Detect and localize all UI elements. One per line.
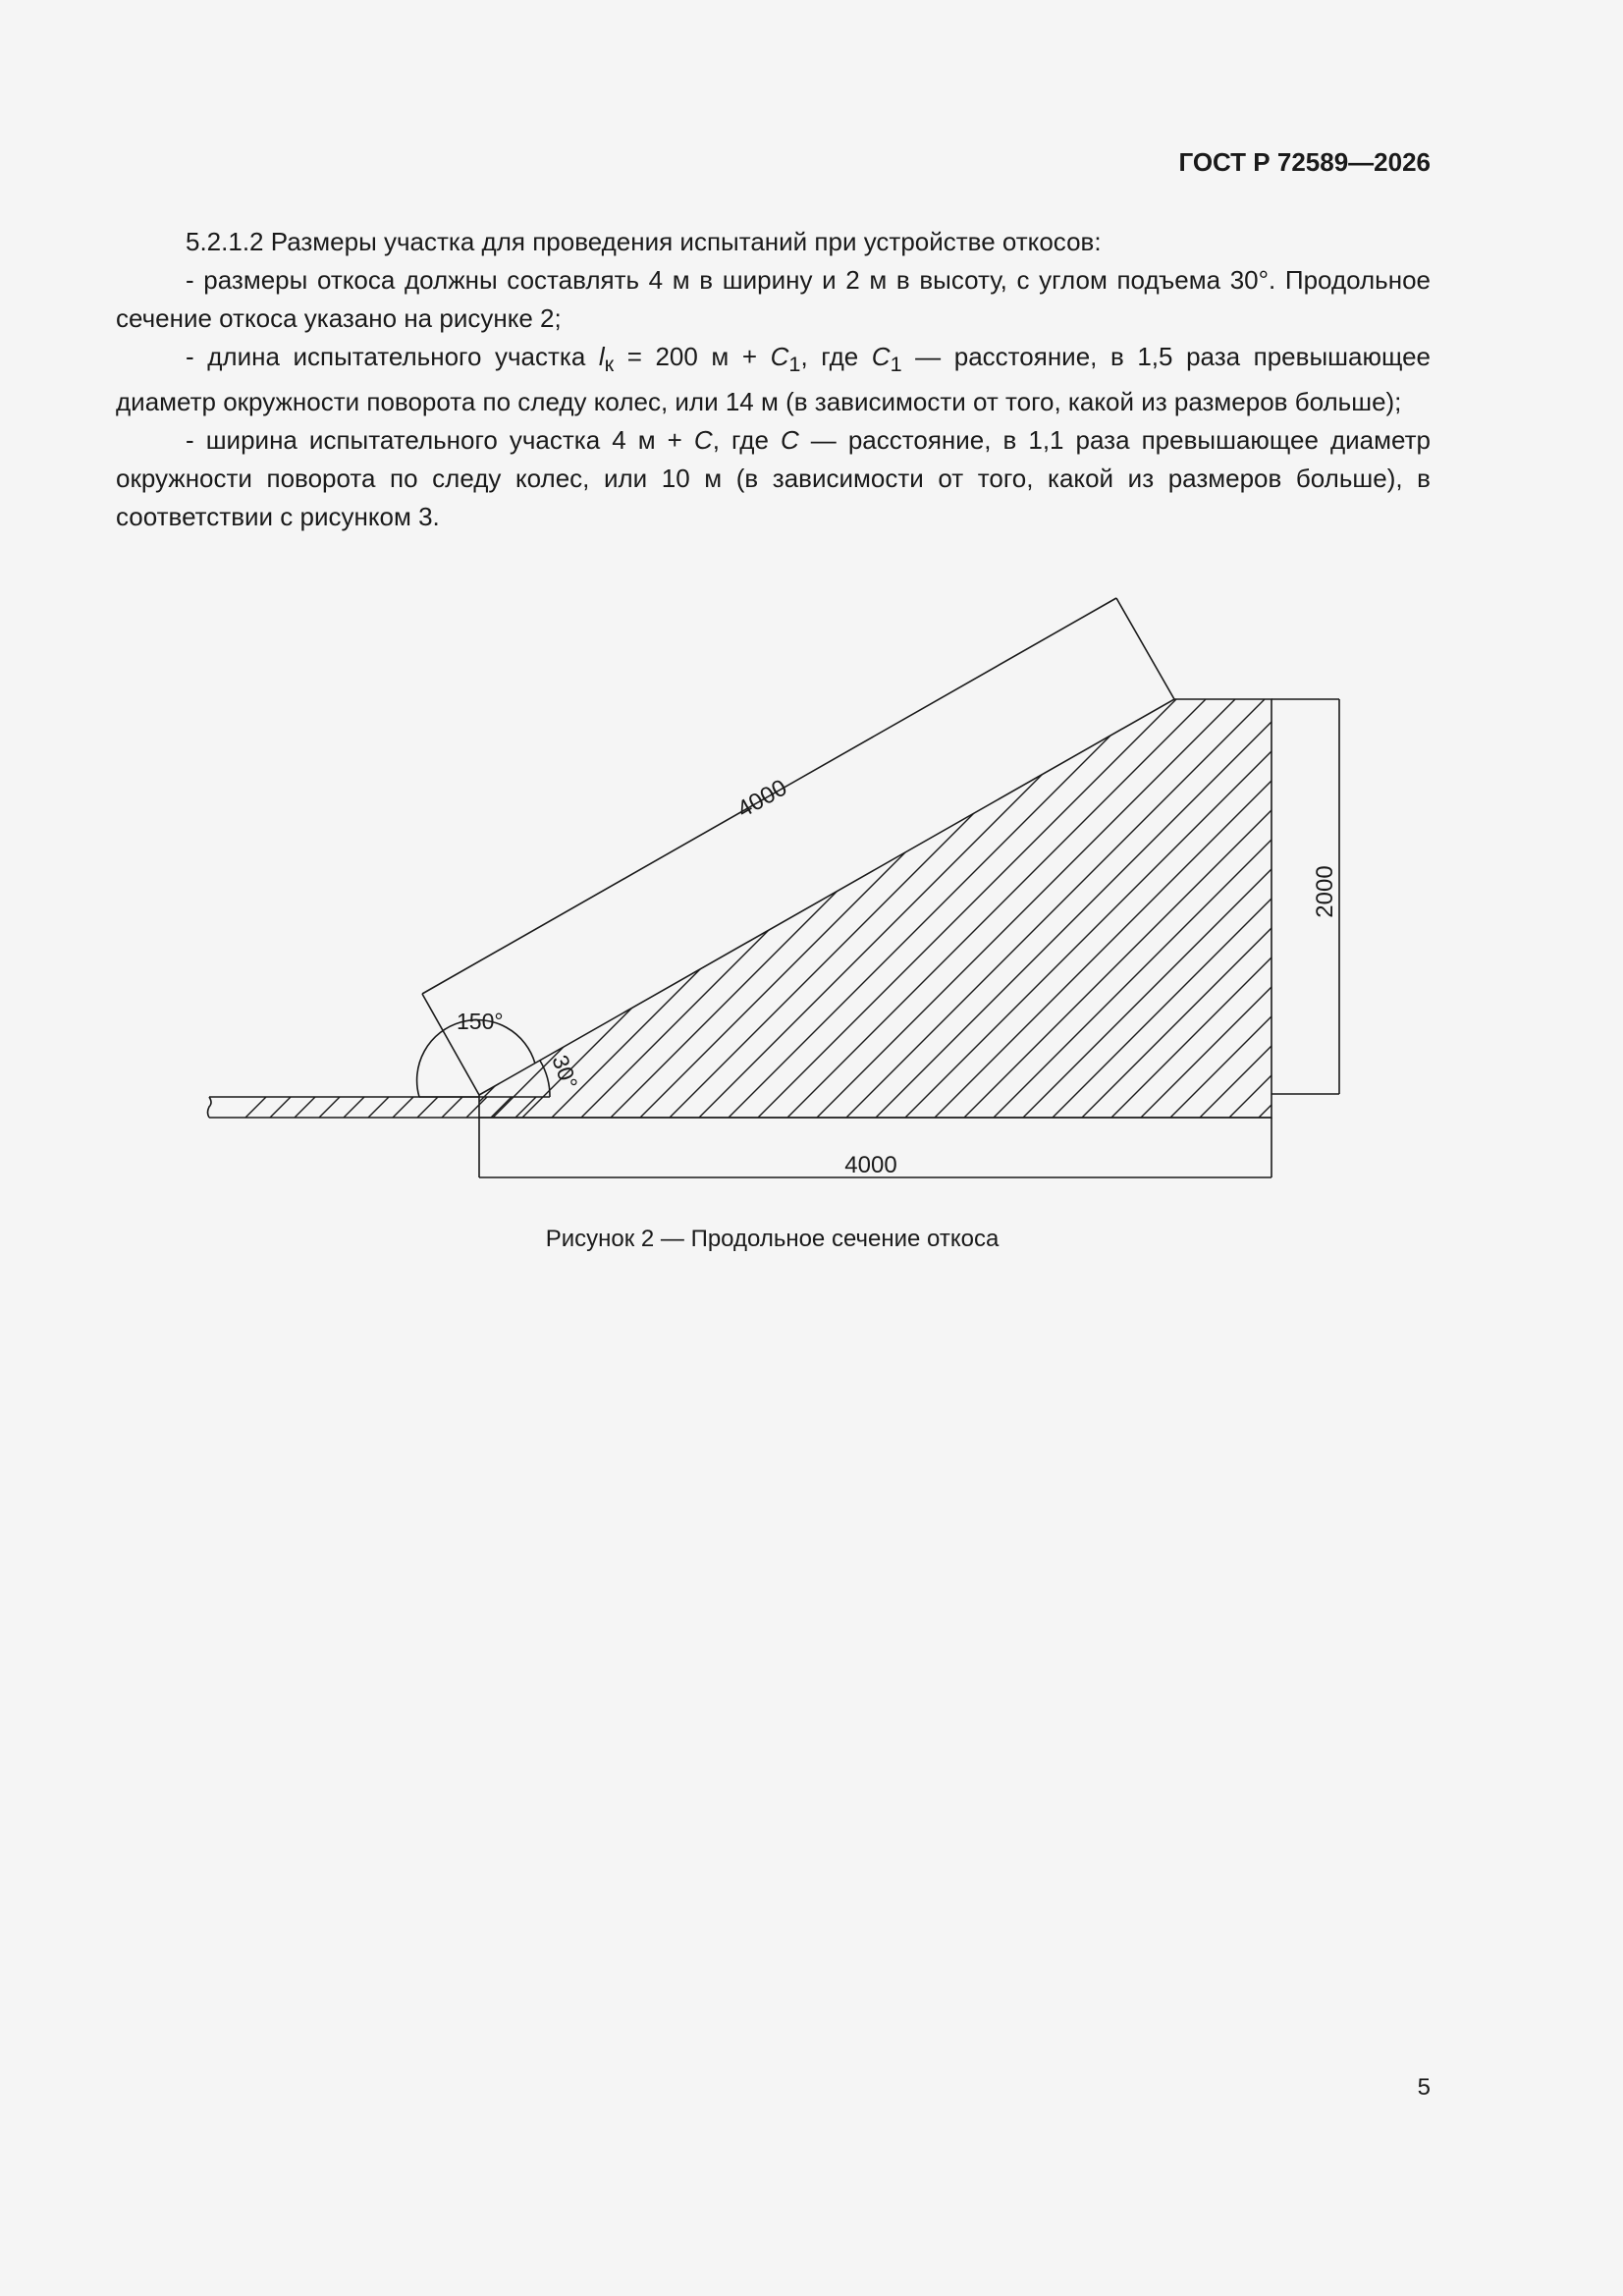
page-number: 5 bbox=[1417, 2074, 1431, 2101]
list-item: - длина испытательного участка $l_к = 200$ $м + C_1$, где $C_1$ — расстояние, в 1,5 раза превышающее диаметр окружности поворота по следу колес, или 14 м (в зависимости от того, какой из размеров больше); bbox=[116, 342, 1431, 417]
list-item: - размеры откоса должны составлять 4 м в ширину и 2 м в высоту, с углом подъема 30°. Продольное сечение откоса указано на рисунке 2; bbox=[116, 265, 1431, 333]
hatch-line bbox=[295, 1097, 315, 1118]
figure-caption: Рисунок 2 — Продольное сечение откоса bbox=[545, 1226, 1000, 1252]
slope-length-label: 4000 bbox=[732, 774, 792, 824]
hatch-line bbox=[466, 1097, 487, 1118]
hatch-line bbox=[491, 1097, 512, 1118]
hatch-line bbox=[344, 1097, 364, 1118]
hatch-line bbox=[844, 687, 1276, 1120]
hatch-line bbox=[785, 687, 1217, 1120]
hatch-line bbox=[756, 687, 1188, 1120]
section-heading: 5.2.1.2 Размеры участка для проведения испытаний при устройстве откосов: bbox=[186, 227, 1102, 256]
hatch-line bbox=[520, 687, 952, 1120]
hatch-line bbox=[815, 687, 1247, 1120]
hatch-line bbox=[461, 687, 893, 1120]
hatch-line bbox=[417, 1097, 438, 1118]
hatch-line bbox=[255, 687, 687, 1120]
hatch-line bbox=[491, 687, 923, 1120]
hatch-line bbox=[432, 687, 864, 1120]
angle-30-label: 30° bbox=[547, 1051, 583, 1093]
hatch-line bbox=[245, 1097, 266, 1118]
height-label: 2000 bbox=[1312, 865, 1338, 918]
hatch-line bbox=[550, 687, 982, 1120]
hatch-line bbox=[403, 687, 835, 1120]
standard-designation: ГОСТ Р 72589—2026 bbox=[1178, 147, 1431, 177]
hatch-line bbox=[442, 1097, 462, 1118]
hatch-line bbox=[393, 1097, 413, 1118]
hatch-line bbox=[373, 687, 805, 1120]
hatch-line bbox=[933, 687, 1365, 1120]
hatch-line bbox=[1198, 687, 1375, 1120]
slope-section-drawing bbox=[196, 589, 1375, 1218]
hatch-line bbox=[319, 1097, 340, 1118]
hatch-line bbox=[638, 687, 1070, 1120]
hatch-line bbox=[344, 687, 776, 1120]
hatch-line bbox=[285, 687, 717, 1120]
list-item: - ширина испытательного участка 4 м + C, где C — расстояние, в 1,1 раза превышающее диаметр окружности поворота по следу колес, или 10 м (в зависимости от того, какой из размеров больше), в соответствии с рисунком 3. bbox=[116, 425, 1431, 532]
hatch-line bbox=[1227, 687, 1375, 1120]
hatch-line bbox=[368, 1097, 389, 1118]
hatch-line bbox=[314, 687, 746, 1120]
base-length-label: 4000 bbox=[844, 1152, 897, 1178]
angle-150-label: 150° bbox=[457, 1009, 504, 1034]
hatch-line bbox=[226, 687, 658, 1120]
hatch-line bbox=[697, 687, 1129, 1120]
hatch-line bbox=[609, 687, 1041, 1120]
hatch-line bbox=[874, 687, 1306, 1120]
hatch-line bbox=[668, 687, 1100, 1120]
hatch-line bbox=[579, 687, 1011, 1120]
hatch-line bbox=[727, 687, 1159, 1120]
section-text bbox=[116, 223, 1431, 536]
hatch-line bbox=[270, 1097, 291, 1118]
hatch-line bbox=[903, 687, 1335, 1120]
